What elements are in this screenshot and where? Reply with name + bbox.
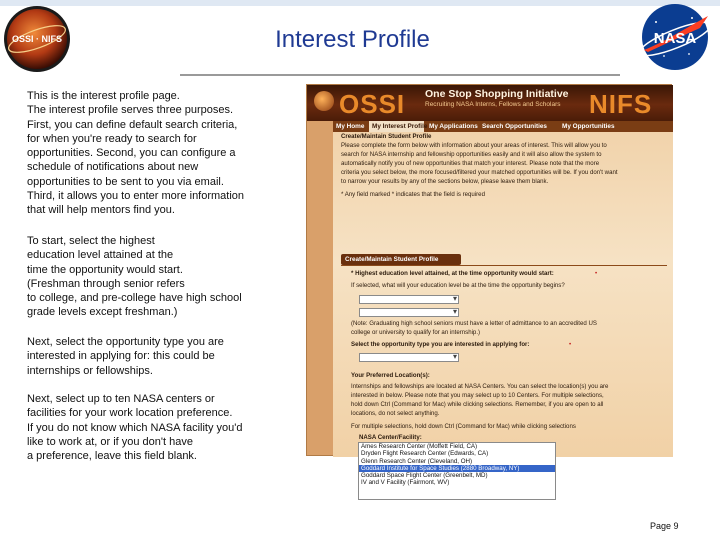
profile-form [333, 132, 673, 487]
banner-ossi-wordmark: OSSI [339, 89, 406, 119]
nasa-center-listbox[interactable] [358, 442, 556, 500]
nav-my-opportunities[interactable]: My Opportunities [562, 123, 615, 130]
interest-profile-screenshot [306, 84, 672, 487]
intro-paragraph: This is the interest profile page. The interest profile serves three purposes. First, you can define default search criteria, for when you're ready to search for opportunities. Second, you can configure a schedule of notifications about new opportunities to be sent to you via email. Third, it allows you to enter more information that will help mentors find you. [27, 90, 245, 217]
required-marker: • [569, 341, 572, 348]
site-nav [333, 121, 673, 132]
center-option[interactable]: IV and V Facility (Fairmont, WV) [361, 479, 450, 487]
center-option[interactable]: Glenn Research Center (Cleveland, OH) [361, 457, 473, 465]
banner-nifs-wordmark: NIFS [589, 89, 653, 119]
intro-line: automatically notify you of new opportunities that match your interest. Please note that the more [341, 160, 600, 167]
nav-my-interest-profile[interactable]: My Interest Profile [369, 121, 424, 132]
required-note: * Any field marked * indicates that the field is required [341, 191, 485, 198]
center-label: NASA Center/Facility: [359, 434, 422, 441]
location-text: Internships and fellowships are located at NASA Centers. You can select the location(s) you are [351, 383, 609, 390]
banner-title: One Stop Shopping Initiative [425, 88, 569, 100]
ossi-globe-icon [314, 91, 334, 111]
section-tab: Create/Maintain Student Profile [341, 254, 461, 265]
ossi-nifs-logo [2, 2, 72, 76]
top-accent-bar [0, 0, 720, 6]
nasa-logo [634, 2, 716, 72]
intro-line: criteria you select below, the more focused/filtered your matched opportunities will be. If you don't want [341, 169, 618, 176]
education-note: (Note: Graduating high school seniors must have a letter of admittance to an accredited US [351, 320, 597, 327]
opportunity-type-select[interactable] [359, 353, 459, 362]
education-level-select[interactable] [359, 295, 459, 304]
location-paragraph: Next, select up to ten NASA centers or facilities for your work location preference. If you do not know which NASA facility you'd like to work at, or if you don't have a preference, leave this field blank. [27, 393, 243, 463]
slide-title: Interest Profile [275, 26, 430, 53]
ossi-logo-text: OSSI · NIFS [11, 34, 63, 44]
location-text: interested in below. Please note that you may select up to 10 Centers. For multiple selections, [351, 392, 604, 399]
title-divider [180, 74, 620, 76]
opportunity-type-label: Select the opportunity type you are interested in applying for: [351, 341, 530, 348]
center-option[interactable]: Ames Research Center (Moffett Field, CA) [361, 443, 478, 450]
banner-tagline [425, 88, 585, 108]
multi-select-hint: For multiple selections, hold down Ctrl (Command for Mac) while clicking selections [351, 423, 576, 430]
intro-line: search for NASA internship and fellowship opportunities easily and it will also allow the system to [341, 151, 602, 158]
intro-line: to narrow your results by any of the sections below, please leave them blank. [341, 178, 549, 185]
center-option[interactable]: Dryden Flight Research Center (Edwards, CA) [361, 450, 489, 458]
required-marker: • [595, 270, 598, 277]
education-paragraph: To start, select the highest education level attained at the time the opportunity would start. (Freshman through senior refers to college, and pre-college have high school grade levels except freshman.) [27, 235, 242, 319]
page-number: Page 9 [650, 521, 679, 531]
opportunity-paragraph: Next, select the opportunity type you are interested in applying for: this could be internships or fellowships. [27, 336, 224, 377]
education-note: college or university to qualify for an internship.) [351, 329, 481, 336]
center-option[interactable]: Goddard Space Flight Center (Greenbelt, MD) [361, 472, 488, 480]
education-sub-label: If selected, what will your education level be at the time the opportunity begins? [351, 282, 565, 289]
nav-search-opportunities[interactable]: Search Opportunities [482, 123, 547, 130]
location-heading: Your Preferred Location(s): [351, 372, 430, 379]
site-banner [307, 85, 673, 121]
future-education-select[interactable] [359, 308, 459, 317]
banner-subtitle: Recruiting NASA Interns, Fellows and Scholars [425, 101, 561, 108]
intro-line: Please complete the form below with information about your areas of interest. This will allow you to [341, 142, 607, 149]
nasa-logo-text: NASA [653, 30, 697, 47]
location-text: locations, do not select anything. [351, 410, 440, 417]
form-heading: Create/Maintain Student Profile [341, 133, 432, 140]
nav-my-home[interactable]: My Home [336, 123, 365, 130]
section-rule [341, 265, 667, 266]
nav-my-applications[interactable]: My Applications [429, 123, 478, 130]
center-option-selected[interactable]: Goddard Institute for Space Studies (2880 Broadway, NY) [359, 465, 555, 472]
location-text: hold down Ctrl (Command for Mac) while clicking selections. Remember, if you are open to all [351, 401, 604, 408]
education-label: * Highest education level attained, at the time opportunity would start: [351, 270, 554, 277]
